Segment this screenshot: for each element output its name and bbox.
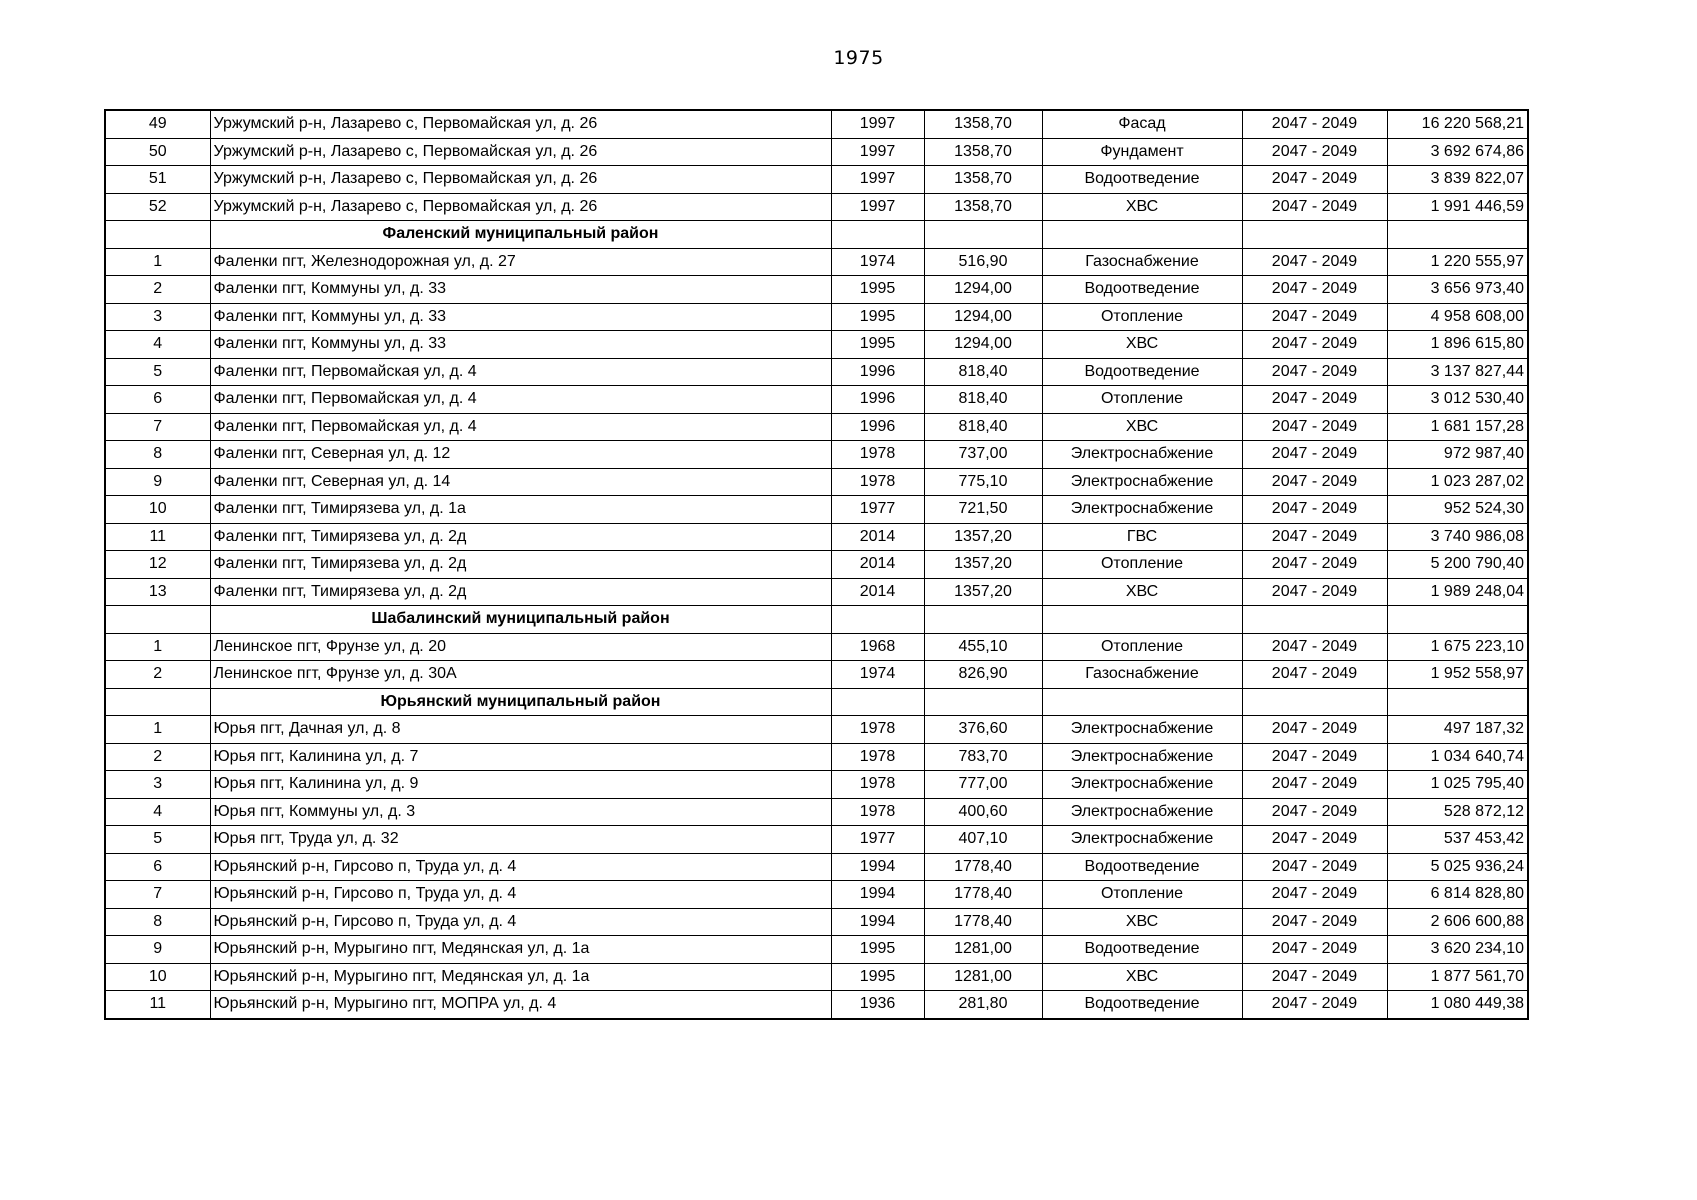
period-cell: 2047 - 2049 [1242, 578, 1387, 606]
section-empty-cell [831, 688, 924, 716]
area-cell: 1294,00 [924, 331, 1042, 359]
area-cell: 1358,70 [924, 138, 1042, 166]
cost-cell: 6 814 828,80 [1387, 881, 1528, 909]
table-row [105, 166, 1528, 194]
area-cell: 783,70 [924, 743, 1042, 771]
section-empty-cell [1042, 221, 1242, 249]
table-row [105, 798, 1528, 826]
row-number: 49 [105, 110, 210, 138]
period-cell: 2047 - 2049 [1242, 523, 1387, 551]
section-empty-cell [105, 606, 210, 634]
cost-cell: 16 220 568,21 [1387, 110, 1528, 138]
row-number: 13 [105, 578, 210, 606]
section-empty-cell [1387, 221, 1528, 249]
work-type-cell: Отопление [1042, 551, 1242, 579]
year-built-cell: 1997 [831, 110, 924, 138]
year-built-cell: 1996 [831, 386, 924, 414]
period-cell: 2047 - 2049 [1242, 551, 1387, 579]
table-row [105, 963, 1528, 991]
work-type-cell: ХВС [1042, 578, 1242, 606]
work-type-cell: Электроснабжение [1042, 468, 1242, 496]
cost-cell: 972 987,40 [1387, 441, 1528, 469]
year-built-cell: 1996 [831, 358, 924, 386]
cost-cell: 3 137 827,44 [1387, 358, 1528, 386]
address-cell: Фаленки пгт, Коммуны ул, д. 33 [210, 303, 831, 331]
row-number: 8 [105, 908, 210, 936]
area-cell: 1778,40 [924, 853, 1042, 881]
cost-cell: 528 872,12 [1387, 798, 1528, 826]
table-row [105, 468, 1528, 496]
year-built-cell: 1974 [831, 661, 924, 689]
row-number: 1 [105, 716, 210, 744]
cost-cell: 3 839 822,07 [1387, 166, 1528, 194]
address-cell: Уржумский р-н, Лазарево с, Первомайская ул, д. 26 [210, 138, 831, 166]
cost-cell: 3 620 234,10 [1387, 936, 1528, 964]
cost-cell: 1 991 446,59 [1387, 193, 1528, 221]
work-type-cell: Электроснабжение [1042, 441, 1242, 469]
table-row [105, 551, 1528, 579]
repair-schedule-table [104, 109, 1529, 1020]
table-row [105, 248, 1528, 276]
work-type-cell: Водоотведение [1042, 936, 1242, 964]
period-cell: 2047 - 2049 [1242, 771, 1387, 799]
row-number: 10 [105, 963, 210, 991]
area-cell: 1778,40 [924, 881, 1042, 909]
row-number: 9 [105, 468, 210, 496]
row-number: 6 [105, 853, 210, 881]
table-row [105, 303, 1528, 331]
cost-cell: 2 606 600,88 [1387, 908, 1528, 936]
cost-cell: 1 023 287,02 [1387, 468, 1528, 496]
area-cell: 818,40 [924, 413, 1042, 441]
table-row [105, 358, 1528, 386]
row-number: 5 [105, 826, 210, 854]
section-empty-cell [831, 606, 924, 634]
work-type-cell: Фасад [1042, 110, 1242, 138]
area-cell: 1357,20 [924, 551, 1042, 579]
cost-cell: 3 012 530,40 [1387, 386, 1528, 414]
work-type-cell: ХВС [1042, 908, 1242, 936]
row-number: 9 [105, 936, 210, 964]
row-number: 11 [105, 523, 210, 551]
address-cell: Фаленки пгт, Тимирязева ул, д. 1а [210, 496, 831, 524]
period-cell: 2047 - 2049 [1242, 248, 1387, 276]
work-type-cell: Электроснабжение [1042, 826, 1242, 854]
address-cell: Фаленки пгт, Железнодорожная ул, д. 27 [210, 248, 831, 276]
address-cell: Фаленки пгт, Тимирязева ул, д. 2д [210, 523, 831, 551]
year-built-cell: 1994 [831, 881, 924, 909]
table-row [105, 853, 1528, 881]
table-row [105, 276, 1528, 304]
area-cell: 737,00 [924, 441, 1042, 469]
address-cell: Фаленки пгт, Коммуны ул, д. 33 [210, 331, 831, 359]
table-row [105, 826, 1528, 854]
work-type-cell: ХВС [1042, 963, 1242, 991]
area-cell: 400,60 [924, 798, 1042, 826]
section-empty-cell [924, 688, 1042, 716]
section-empty-cell [1387, 606, 1528, 634]
address-cell: Ленинское пгт, Фрунзе ул, д. 20 [210, 633, 831, 661]
section-header-row [105, 688, 1528, 716]
address-cell: Юрьянский р-н, Мурыгино пгт, Медянская ул, д. 1а [210, 936, 831, 964]
period-cell: 2047 - 2049 [1242, 798, 1387, 826]
row-number: 50 [105, 138, 210, 166]
work-type-cell: Водоотведение [1042, 166, 1242, 194]
cost-cell: 5 025 936,24 [1387, 853, 1528, 881]
year-built-cell: 1936 [831, 991, 924, 1019]
table-body [105, 110, 1528, 1019]
period-cell: 2047 - 2049 [1242, 303, 1387, 331]
area-cell: 1358,70 [924, 110, 1042, 138]
row-number: 2 [105, 743, 210, 771]
address-cell: Фаленки пгт, Северная ул, д. 14 [210, 468, 831, 496]
section-empty-cell [924, 221, 1042, 249]
section-header-row [105, 606, 1528, 634]
year-built-cell: 1977 [831, 826, 924, 854]
area-cell: 516,90 [924, 248, 1042, 276]
address-cell: Юрья пгт, Коммуны ул, д. 3 [210, 798, 831, 826]
period-cell: 2047 - 2049 [1242, 881, 1387, 909]
year-built-cell: 1994 [831, 908, 924, 936]
year-built-cell: 1978 [831, 441, 924, 469]
work-type-cell: Отопление [1042, 633, 1242, 661]
area-cell: 721,50 [924, 496, 1042, 524]
area-cell: 1358,70 [924, 166, 1042, 194]
address-cell: Уржумский р-н, Лазарево с, Первомайская ул, д. 26 [210, 166, 831, 194]
section-empty-cell [1242, 606, 1387, 634]
period-cell: 2047 - 2049 [1242, 138, 1387, 166]
section-empty-cell [1042, 688, 1242, 716]
period-cell: 2047 - 2049 [1242, 468, 1387, 496]
address-cell: Фаленки пгт, Северная ул, д. 12 [210, 441, 831, 469]
work-type-cell: Водоотведение [1042, 358, 1242, 386]
area-cell: 1358,70 [924, 193, 1042, 221]
year-built-cell: 2014 [831, 523, 924, 551]
row-number: 3 [105, 303, 210, 331]
period-cell: 2047 - 2049 [1242, 110, 1387, 138]
table-row [105, 908, 1528, 936]
address-cell: Юрьянский р-н, Гирсово п, Труда ул, д. 4 [210, 908, 831, 936]
work-type-cell: Электроснабжение [1042, 771, 1242, 799]
cost-cell: 497 187,32 [1387, 716, 1528, 744]
area-cell: 1281,00 [924, 936, 1042, 964]
year-built-cell: 2014 [831, 551, 924, 579]
table-row [105, 193, 1528, 221]
area-cell: 1357,20 [924, 578, 1042, 606]
address-cell: Фаленки пгт, Первомайская ул, д. 4 [210, 386, 831, 414]
table-row [105, 331, 1528, 359]
table-row [105, 991, 1528, 1019]
period-cell: 2047 - 2049 [1242, 331, 1387, 359]
section-empty-cell [924, 606, 1042, 634]
section-empty-cell [831, 221, 924, 249]
area-cell: 826,90 [924, 661, 1042, 689]
year-built-cell: 1977 [831, 496, 924, 524]
address-cell: Уржумский р-н, Лазарево с, Первомайская ул, д. 26 [210, 193, 831, 221]
cost-cell: 1 025 795,40 [1387, 771, 1528, 799]
cost-cell: 952 524,30 [1387, 496, 1528, 524]
address-cell: Юрьянский р-н, Гирсово п, Труда ул, д. 4 [210, 881, 831, 909]
cost-cell: 1 952 558,97 [1387, 661, 1528, 689]
address-cell: Юрья пгт, Калинина ул, д. 9 [210, 771, 831, 799]
table-row [105, 110, 1528, 138]
cost-cell: 1 220 555,97 [1387, 248, 1528, 276]
table-row [105, 743, 1528, 771]
table-row [105, 881, 1528, 909]
row-number: 52 [105, 193, 210, 221]
cost-cell: 1 896 615,80 [1387, 331, 1528, 359]
row-number: 4 [105, 798, 210, 826]
cost-cell: 3 656 973,40 [1387, 276, 1528, 304]
work-type-cell: Электроснабжение [1042, 798, 1242, 826]
period-cell: 2047 - 2049 [1242, 743, 1387, 771]
period-cell: 2047 - 2049 [1242, 908, 1387, 936]
section-header-row [105, 221, 1528, 249]
work-type-cell: Газоснабжение [1042, 661, 1242, 689]
year-built-cell: 1978 [831, 743, 924, 771]
section-empty-cell [105, 221, 210, 249]
cost-cell: 3 692 674,86 [1387, 138, 1528, 166]
work-type-cell: Отопление [1042, 386, 1242, 414]
section-empty-cell [1242, 221, 1387, 249]
address-cell: Фаленки пгт, Первомайская ул, д. 4 [210, 413, 831, 441]
table-row [105, 633, 1528, 661]
period-cell: 2047 - 2049 [1242, 936, 1387, 964]
table-row [105, 936, 1528, 964]
row-number: 5 [105, 358, 210, 386]
period-cell: 2047 - 2049 [1242, 413, 1387, 441]
year-built-cell: 1978 [831, 798, 924, 826]
work-type-cell: Электроснабжение [1042, 496, 1242, 524]
work-type-cell: ГВС [1042, 523, 1242, 551]
address-cell: Юрьянский р-н, Мурыгино пгт, МОПРА ул, д. 4 [210, 991, 831, 1019]
address-cell: Юрья пгт, Калинина ул, д. 7 [210, 743, 831, 771]
section-empty-cell [105, 688, 210, 716]
area-cell: 455,10 [924, 633, 1042, 661]
table-row [105, 771, 1528, 799]
work-type-cell: ХВС [1042, 413, 1242, 441]
cost-cell: 1 681 157,28 [1387, 413, 1528, 441]
address-cell: Фаленки пгт, Тимирязева ул, д. 2д [210, 551, 831, 579]
row-number: 7 [105, 881, 210, 909]
period-cell: 2047 - 2049 [1242, 166, 1387, 194]
address-cell: Фаленки пгт, Тимирязева ул, д. 2д [210, 578, 831, 606]
work-type-cell: Водоотведение [1042, 991, 1242, 1019]
period-cell: 2047 - 2049 [1242, 386, 1387, 414]
work-type-cell: Электроснабжение [1042, 716, 1242, 744]
page-number: 1975 [833, 47, 884, 69]
year-built-cell: 1997 [831, 166, 924, 194]
period-cell: 2047 - 2049 [1242, 826, 1387, 854]
year-built-cell: 2014 [831, 578, 924, 606]
cost-cell: 3 740 986,08 [1387, 523, 1528, 551]
period-cell: 2047 - 2049 [1242, 276, 1387, 304]
area-cell: 1357,20 [924, 523, 1042, 551]
row-number: 2 [105, 276, 210, 304]
section-empty-cell [1242, 688, 1387, 716]
year-built-cell: 1995 [831, 276, 924, 304]
row-number: 2 [105, 661, 210, 689]
year-built-cell: 1968 [831, 633, 924, 661]
year-built-cell: 1978 [831, 716, 924, 744]
address-cell: Ленинское пгт, Фрунзе ул, д. 30А [210, 661, 831, 689]
row-number: 4 [105, 331, 210, 359]
cost-cell: 1 989 248,04 [1387, 578, 1528, 606]
table-row [105, 413, 1528, 441]
table-row [105, 138, 1528, 166]
row-number: 1 [105, 248, 210, 276]
cost-cell: 1 675 223,10 [1387, 633, 1528, 661]
work-type-cell: Отопление [1042, 881, 1242, 909]
year-built-cell: 1978 [831, 771, 924, 799]
area-cell: 1778,40 [924, 908, 1042, 936]
address-cell: Юрьянский р-н, Мурыгино пгт, Медянская ул, д. 1а [210, 963, 831, 991]
cost-cell: 5 200 790,40 [1387, 551, 1528, 579]
year-built-cell: 1997 [831, 138, 924, 166]
row-number: 12 [105, 551, 210, 579]
cost-cell: 4 958 608,00 [1387, 303, 1528, 331]
work-type-cell: Водоотведение [1042, 276, 1242, 304]
table-row [105, 716, 1528, 744]
work-type-cell: Отопление [1042, 303, 1242, 331]
row-number: 7 [105, 413, 210, 441]
year-built-cell: 1995 [831, 963, 924, 991]
row-number: 51 [105, 166, 210, 194]
period-cell: 2047 - 2049 [1242, 496, 1387, 524]
section-title: Фаленский муниципальный район [210, 221, 831, 249]
cost-cell: 537 453,42 [1387, 826, 1528, 854]
address-cell: Юрья пгт, Дачная ул, д. 8 [210, 716, 831, 744]
row-number: 11 [105, 991, 210, 1019]
year-built-cell: 1997 [831, 193, 924, 221]
area-cell: 1294,00 [924, 276, 1042, 304]
row-number: 1 [105, 633, 210, 661]
year-built-cell: 1995 [831, 936, 924, 964]
period-cell: 2047 - 2049 [1242, 716, 1387, 744]
table-row [105, 661, 1528, 689]
address-cell: Юрьянский р-н, Гирсово п, Труда ул, д. 4 [210, 853, 831, 881]
work-type-cell: ХВС [1042, 331, 1242, 359]
row-number: 10 [105, 496, 210, 524]
period-cell: 2047 - 2049 [1242, 991, 1387, 1019]
year-built-cell: 1974 [831, 248, 924, 276]
section-title: Юрьянский муниципальный район [210, 688, 831, 716]
table-row [105, 386, 1528, 414]
period-cell: 2047 - 2049 [1242, 633, 1387, 661]
area-cell: 407,10 [924, 826, 1042, 854]
area-cell: 281,80 [924, 991, 1042, 1019]
period-cell: 2047 - 2049 [1242, 661, 1387, 689]
table-row [105, 523, 1528, 551]
cost-cell: 1 034 640,74 [1387, 743, 1528, 771]
period-cell: 2047 - 2049 [1242, 358, 1387, 386]
section-title: Шабалинский муниципальный район [210, 606, 831, 634]
address-cell: Уржумский р-н, Лазарево с, Первомайская ул, д. 26 [210, 110, 831, 138]
year-built-cell: 1994 [831, 853, 924, 881]
area-cell: 376,60 [924, 716, 1042, 744]
table-row [105, 441, 1528, 469]
work-type-cell: ХВС [1042, 193, 1242, 221]
year-built-cell: 1996 [831, 413, 924, 441]
work-type-cell: Фундамент [1042, 138, 1242, 166]
cost-cell: 1 080 449,38 [1387, 991, 1528, 1019]
period-cell: 2047 - 2049 [1242, 963, 1387, 991]
row-number: 6 [105, 386, 210, 414]
period-cell: 2047 - 2049 [1242, 441, 1387, 469]
cost-cell: 1 877 561,70 [1387, 963, 1528, 991]
area-cell: 818,40 [924, 386, 1042, 414]
area-cell: 1281,00 [924, 963, 1042, 991]
table-row [105, 578, 1528, 606]
address-cell: Фаленки пгт, Коммуны ул, д. 33 [210, 276, 831, 304]
period-cell: 2047 - 2049 [1242, 853, 1387, 881]
row-number: 3 [105, 771, 210, 799]
area-cell: 777,00 [924, 771, 1042, 799]
address-cell: Юрья пгт, Труда ул, д. 32 [210, 826, 831, 854]
address-cell: Фаленки пгт, Первомайская ул, д. 4 [210, 358, 831, 386]
year-built-cell: 1978 [831, 468, 924, 496]
year-built-cell: 1995 [831, 303, 924, 331]
section-empty-cell [1042, 606, 1242, 634]
table-row [105, 496, 1528, 524]
row-number: 8 [105, 441, 210, 469]
section-empty-cell [1387, 688, 1528, 716]
work-type-cell: Водоотведение [1042, 853, 1242, 881]
year-built-cell: 1995 [831, 331, 924, 359]
period-cell: 2047 - 2049 [1242, 193, 1387, 221]
work-type-cell: Электроснабжение [1042, 743, 1242, 771]
work-type-cell: Газоснабжение [1042, 248, 1242, 276]
area-cell: 775,10 [924, 468, 1042, 496]
area-cell: 1294,00 [924, 303, 1042, 331]
area-cell: 818,40 [924, 358, 1042, 386]
